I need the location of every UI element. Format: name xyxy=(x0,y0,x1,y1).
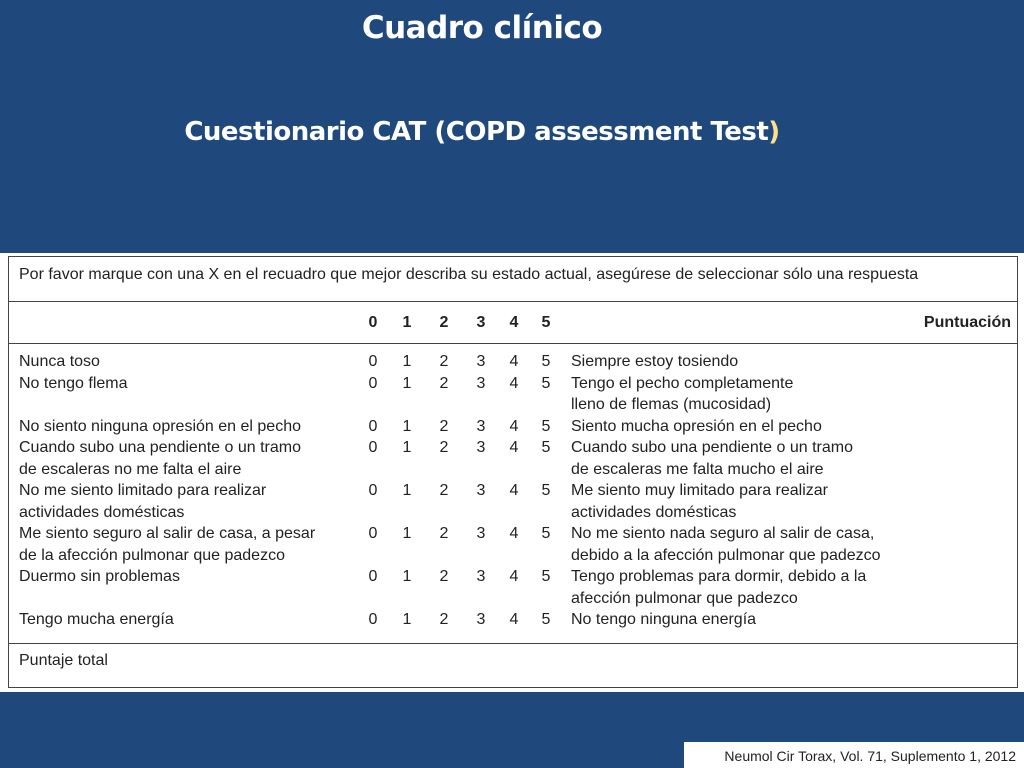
item-3-right-text: Siento mucha opresión en el pecho xyxy=(571,417,822,435)
item-6-left-text: de la afección pulmonar que padezco xyxy=(19,546,285,564)
item-5-left-text: actividades domésticas xyxy=(19,503,185,521)
item-6-right-text: debido a la afección pulmonar que padezco xyxy=(571,546,881,564)
scale-header-1: 1 xyxy=(402,314,412,331)
item-2-option-1[interactable]: 1 xyxy=(402,374,412,392)
item-6-option-5[interactable]: 5 xyxy=(541,525,551,542)
item-7-left-text: Duermo sin problemas xyxy=(19,568,180,585)
item-6-option-0[interactable]: 0 xyxy=(368,525,378,542)
questionnaire-panel xyxy=(0,253,1024,692)
scale-header-2: 2 xyxy=(439,314,449,331)
item-3-option-3[interactable]: 3 xyxy=(476,417,486,435)
item-8-option-4[interactable]: 4 xyxy=(509,611,519,628)
item-2-option-4[interactable]: 4 xyxy=(509,374,519,392)
item-4-option-5[interactable]: 5 xyxy=(541,439,551,456)
item-1-left-text: Nunca toso xyxy=(19,353,100,370)
item-8-option-5[interactable]: 5 xyxy=(541,611,551,628)
slide-subtitle xyxy=(0,117,964,147)
item-5-left-text: No me siento limitado para realizar xyxy=(19,482,267,499)
item-2-right-text: Tengo el pecho completamente xyxy=(571,374,794,392)
item-2-option-0[interactable]: 0 xyxy=(368,374,378,392)
item-2-option-2[interactable]: 2 xyxy=(439,374,449,392)
scale-header-5: 5 xyxy=(541,314,551,331)
divider xyxy=(9,643,1017,644)
item-3-option-2[interactable]: 2 xyxy=(439,417,449,435)
item-7-right-text: afección pulmonar que padezco xyxy=(571,589,798,607)
item-3-option-4[interactable]: 4 xyxy=(509,417,519,435)
item-4-option-3[interactable]: 3 xyxy=(476,439,486,456)
item-7-option-5[interactable]: 5 xyxy=(541,568,551,585)
item-6-option-1[interactable]: 1 xyxy=(402,525,412,542)
item-3-left-text: No siento ninguna opresión en el pecho xyxy=(19,417,301,435)
item-4-left-text: Cuando subo una pendiente o un tramo xyxy=(19,439,301,456)
item-7-option-4[interactable]: 4 xyxy=(509,568,519,585)
scale-header-0: 0 xyxy=(368,314,378,331)
item-7-option-1[interactable]: 1 xyxy=(402,568,412,585)
item-6-option-3[interactable]: 3 xyxy=(476,525,486,542)
item-8-option-2[interactable]: 2 xyxy=(439,611,449,628)
scale-header-4: 4 xyxy=(509,314,519,331)
item-1-option-4[interactable]: 4 xyxy=(509,353,519,370)
item-8-option-3[interactable]: 3 xyxy=(476,611,486,628)
item-5-option-3[interactable]: 3 xyxy=(476,482,486,499)
item-1-option-5[interactable]: 5 xyxy=(541,353,551,370)
item-5-option-0[interactable]: 0 xyxy=(368,482,378,499)
item-5-option-4[interactable]: 4 xyxy=(509,482,519,499)
total-label: Puntaje total xyxy=(19,652,108,669)
item-2-right-text: lleno de flemas (mucosidad) xyxy=(571,396,772,413)
slide-title: Cuadro clínico xyxy=(361,10,603,46)
item-4-right-text: de escaleras me falta mucho el aire xyxy=(571,460,824,478)
item-1-option-2[interactable]: 2 xyxy=(439,353,449,370)
item-5-option-5[interactable]: 5 xyxy=(541,482,551,499)
item-8-option-1[interactable]: 1 xyxy=(402,611,412,628)
item-5-right-text: Me siento muy limitado para realizar xyxy=(571,482,828,499)
item-4-option-0[interactable]: 0 xyxy=(368,439,378,456)
item-5-right-text: actividades domésticas xyxy=(571,503,737,521)
item-1-right-text: Siempre estoy tosiendo xyxy=(571,353,739,370)
item-4-option-2[interactable]: 2 xyxy=(439,439,449,456)
item-3-option-1[interactable]: 1 xyxy=(402,417,412,435)
item-3-option-5[interactable]: 5 xyxy=(541,417,551,435)
item-6-left-text: Me siento seguro al salir de casa, a pesar xyxy=(19,525,316,542)
item-8-left-text: Tengo mucha energía xyxy=(19,611,174,628)
scale-header-3: 3 xyxy=(476,314,486,331)
subtitle-text: Cuestionario CAT (COPD assessment Test xyxy=(184,117,769,147)
item-4-left-text: de escaleras no me falta el aire xyxy=(19,460,242,478)
divider xyxy=(9,343,1017,344)
item-6-option-2[interactable]: 2 xyxy=(439,525,449,542)
item-5-option-1[interactable]: 1 xyxy=(402,482,412,499)
citation: Neumol Cir Torax, Vol. 71, Suplemento 1, 2012 xyxy=(684,742,1024,768)
item-4-right-text: Cuando subo una pendiente o un tramo xyxy=(571,439,853,456)
item-1-option-3[interactable]: 3 xyxy=(476,353,486,370)
item-8-right-text: No tengo ninguna energía xyxy=(571,611,757,628)
questionnaire-table xyxy=(8,256,1018,688)
item-7-option-3[interactable]: 3 xyxy=(476,568,486,585)
item-7-right-text: Tengo problemas para dormir, debido a la xyxy=(571,568,867,585)
item-2-option-3[interactable]: 3 xyxy=(476,374,486,392)
item-1-option-1[interactable]: 1 xyxy=(402,353,412,370)
item-7-option-2[interactable]: 2 xyxy=(439,568,449,585)
item-4-option-4[interactable]: 4 xyxy=(509,439,519,456)
item-4-option-1[interactable]: 1 xyxy=(402,439,412,456)
item-6-right-text: No me siento nada seguro al salir de casa, xyxy=(571,525,875,542)
item-2-left-text: No tengo flema xyxy=(19,374,128,392)
item-5-option-2[interactable]: 2 xyxy=(439,482,449,499)
item-6-option-4[interactable]: 4 xyxy=(509,525,519,542)
item-7-option-0[interactable]: 0 xyxy=(368,568,378,585)
instruction-text: Por favor marque con una X en el recuadro que mejor describa su estado actual, asegúrese de seleccionar sólo una respuesta xyxy=(19,266,919,283)
subtitle-paren: ) xyxy=(768,117,780,147)
score-header: Puntuación xyxy=(923,314,1011,331)
item-2-option-5[interactable]: 5 xyxy=(541,374,551,392)
item-3-option-0[interactable]: 0 xyxy=(368,417,378,435)
item-1-option-0[interactable]: 0 xyxy=(368,353,378,370)
item-8-option-0[interactable]: 0 xyxy=(368,611,378,628)
divider xyxy=(9,301,1017,302)
